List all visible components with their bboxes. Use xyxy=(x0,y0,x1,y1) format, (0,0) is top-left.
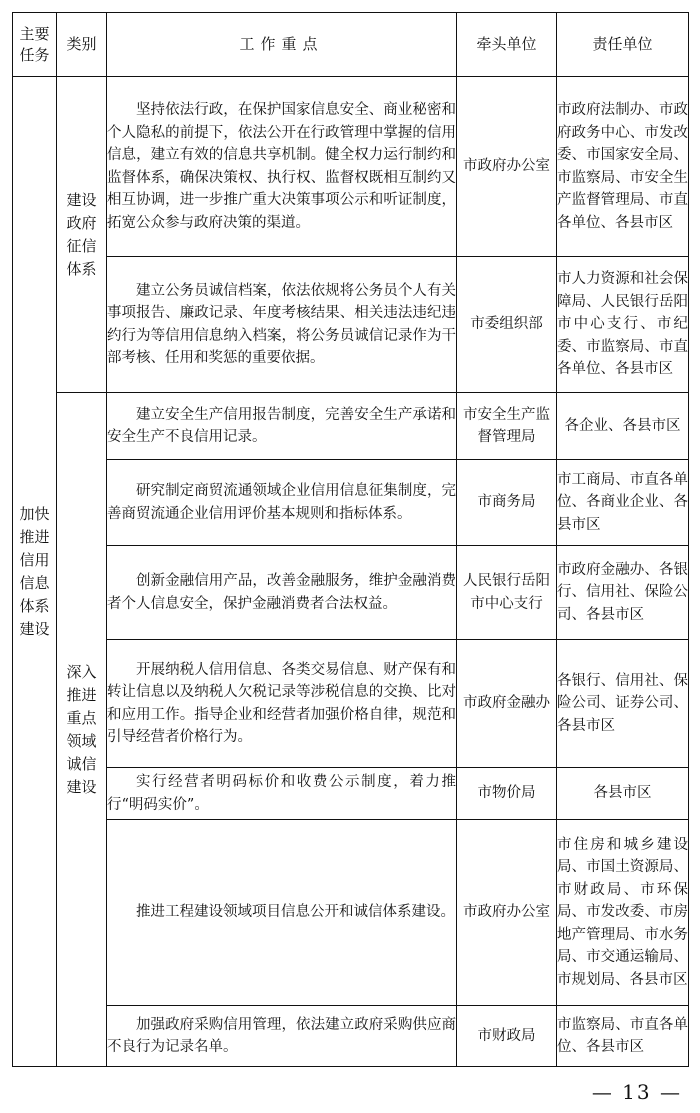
table-row xyxy=(13,820,689,1006)
table-row xyxy=(13,77,689,257)
category-cell: 深入推进重点领域诚信建设 xyxy=(57,393,107,1067)
work-focus-cell: 加强政府采购信用管理，依法建立政府采购供应商不良行为记录名单。 xyxy=(107,1006,457,1067)
page-number: — 13 — xyxy=(591,1080,682,1104)
work-focus-cell: 创新金融信用产品，改善金融服务，维护金融消费者个人信息安全，保护金融消费者合法权益。 xyxy=(107,546,457,640)
header-row xyxy=(13,13,689,77)
table-row xyxy=(13,640,689,768)
main-task-cell: 加快推进信用信息体系建设 xyxy=(13,77,57,1067)
resp-unit-cell: 各县市区 xyxy=(557,768,689,820)
header-lead-unit: 牵头单位 xyxy=(457,13,557,77)
table-row xyxy=(13,1006,689,1067)
lead-unit-cell: 市政府金融办 xyxy=(457,640,557,768)
resp-unit-cell: 市政府金融办、各银行、信用社、保险公司、各县市区 xyxy=(557,546,689,640)
table-row xyxy=(13,546,689,640)
table-row xyxy=(13,393,689,460)
header-category: 类别 xyxy=(57,13,107,77)
work-focus-cell: 推进工程建设领域项目信息公开和诚信体系建设。 xyxy=(107,820,457,1006)
resp-unit-cell: 各银行、信用社、保险公司、证券公司、各县市区 xyxy=(557,640,689,768)
resp-unit-cell: 市工商局、市直各单位、各商业企业、各县市区 xyxy=(557,460,689,546)
lead-unit-cell: 市委组织部 xyxy=(457,257,557,393)
resp-unit-cell: 各企业、各县市区 xyxy=(557,393,689,460)
header-main-task: 主要任务 xyxy=(13,13,57,77)
work-table xyxy=(12,12,689,1067)
lead-unit-cell: 市财政局 xyxy=(457,1006,557,1067)
header-work-focus: 工作重点 xyxy=(107,13,457,77)
work-focus-cell: 开展纳税人信用信息、各类交易信息、财产保有和转让信息以及纳税人欠税记录等涉税信息的交换、比对和应用工作。指导企业和经营者加强价格自律，规范和引导经营者价格行为。 xyxy=(107,640,457,768)
table-row xyxy=(13,257,689,393)
resp-unit-cell: 市政府法制办、市政府政务中心、市发改委、市国家安全局、市监察局、市安全生产监督管理局、市直各单位、各县市区 xyxy=(557,77,689,257)
lead-unit-cell: 人民银行岳阳市中心支行 xyxy=(457,546,557,640)
work-focus-cell: 研究制定商贸流通领域企业信用信息征集制度，完善商贸流通企业信用评价基本规则和指标体系。 xyxy=(107,460,457,546)
work-focus-cell: 建立安全生产信用报告制度，完善安全生产承诺和安全生产不良信用记录。 xyxy=(107,393,457,460)
lead-unit-cell: 市商务局 xyxy=(457,460,557,546)
lead-unit-cell: 市安全生产监督管理局 xyxy=(457,393,557,460)
resp-unit-cell: 市住房和城乡建设局、市国土资源局、市财政局、市环保局、市发改委、市房地产管理局、市水务局、市交通运输局、市规划局、各县市区 xyxy=(557,820,689,1006)
work-focus-cell: 实行经营者明码标价和收费公示制度，着力推行“明码实价”。 xyxy=(107,768,457,820)
resp-unit-cell: 市人力资源和社会保障局、人民银行岳阳市中心支行、市纪委、市监察局、市直各单位、各县市区 xyxy=(557,257,689,393)
work-focus-cell: 坚持依法行政，在保护国家信息安全、商业秘密和个人隐私的前提下，依法公开在行政管理中掌握的信用信息，建立有效的信息共享机制。健全权力运行制约和监督体系，确保决策权、执行权、监督权既相互制约又相互协调，进一步推广重大决策事项公示和听证制度，拓宽公众参与政府决策的渠道。 xyxy=(107,77,457,257)
category-cell: 建设政府征信体系 xyxy=(57,77,107,393)
work-focus-cell: 建立公务员诚信档案，依法依规将公务员个人有关事项报告、廉政记录、年度考核结果、相关违法违纪违约行为等信用信息纳入档案，将公务员诚信记录作为干部考核、任用和奖惩的重要依据。 xyxy=(107,257,457,393)
table-row xyxy=(13,768,689,820)
header-resp-unit: 责任单位 xyxy=(557,13,689,77)
lead-unit-cell: 市政府办公室 xyxy=(457,77,557,257)
lead-unit-cell: 市政府办公室 xyxy=(457,820,557,1006)
table-row xyxy=(13,460,689,546)
lead-unit-cell: 市物价局 xyxy=(457,768,557,820)
resp-unit-cell: 市监察局、市直各单位、各县市区 xyxy=(557,1006,689,1067)
